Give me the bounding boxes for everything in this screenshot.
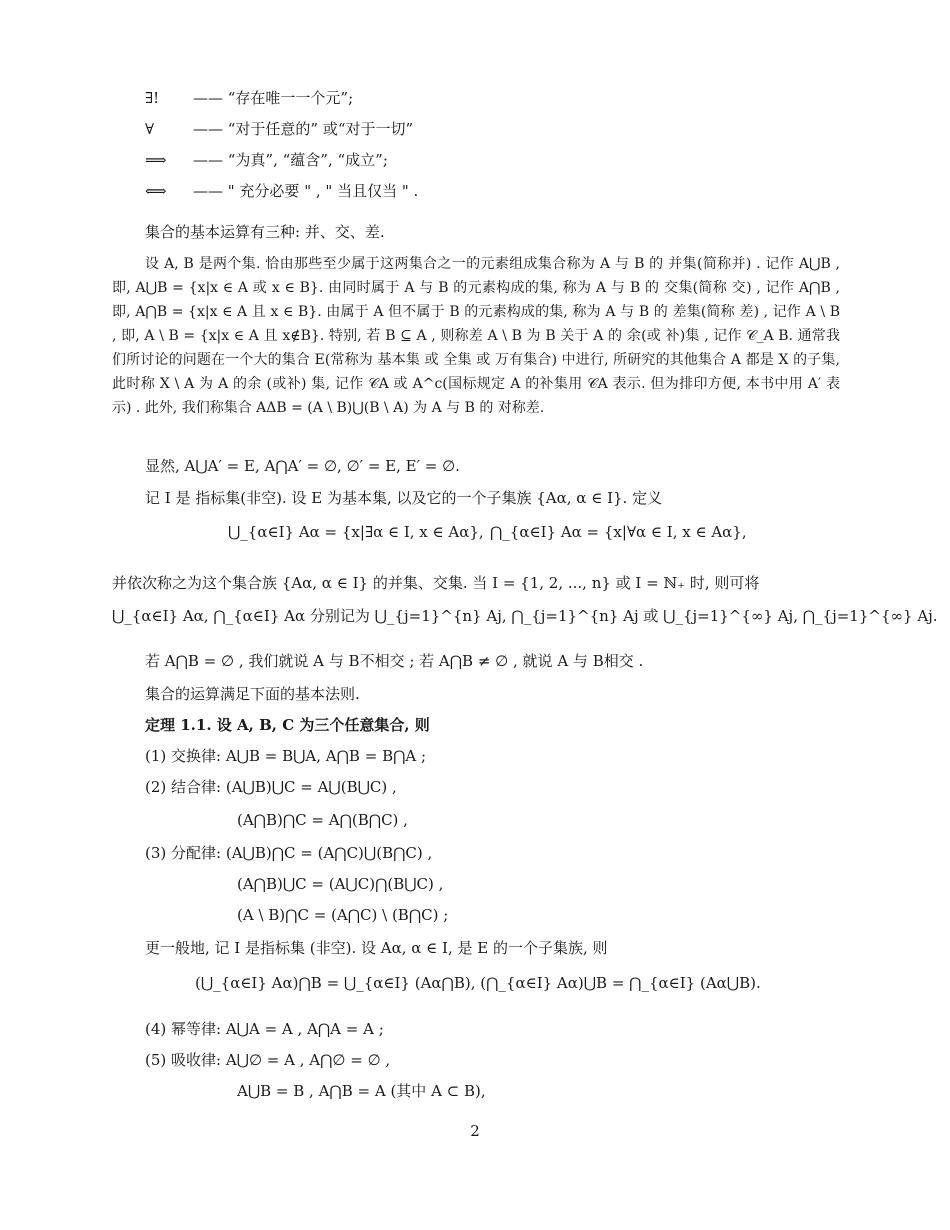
law-absorption: (5) 吸收律: A⋃∅ = A , A⋂∅ = ∅ , bbox=[145, 1051, 391, 1069]
intersection-formula: ⋂_{α∈I} Aα = {x|∀α ∈ I, x ∈ Aα}, bbox=[490, 523, 747, 541]
implies-symbol: ⟹ bbox=[145, 151, 167, 169]
family-text-2: ⋃_{α∈I} Aα, ⋂_{α∈I} Aα 分别记为 ⋃_{j=1}^{n} Aj, ⋂_{j=1}^{n} Aj 或 ⋃_{j=1}^{∞} Aj, ⋂_{j=1}^{∞} Aj. bbox=[112, 607, 938, 625]
quantifier-meaning: —— “为真”, “蕴含”, “成立”; bbox=[193, 151, 388, 169]
index-definition: 记 I 是 指标集(非空). 设 E 为基本集, 以及它的一个子集族 {Aα, α ∈ I}. 定义 bbox=[145, 489, 663, 507]
disjoint-line: 若 A⋂B = ∅ , 我们就说 A 与 B不相交 ; 若 A⋂B ≠ ∅ , 就说 A 与 B相交 . bbox=[145, 652, 644, 670]
page-number: 2 bbox=[470, 1122, 480, 1140]
iff-symbol: ⟺ bbox=[145, 182, 167, 200]
forall-symbol: ∀ bbox=[145, 120, 155, 138]
general-formula: (⋃_{α∈I} Aα)⋂B = ⋃_{α∈I} (Aα⋂B), (⋂_{α∈I} Aα)⋃B = ⋂_{α∈I} (Aα⋃B). bbox=[195, 974, 761, 992]
family-text-1: 并依次称之为这个集合族 {Aα, α ∈ I} 的并集、交集. 当 I = {1, 2, ..., n} 或 I = ℕ₊ 时, 则可将 bbox=[112, 574, 760, 592]
general-line: 更一般地, 记 I 是指标集 (非空). 设 Aα, α ∈ I, 是 E 的一个子集族, 则 bbox=[145, 939, 608, 957]
law-associative: (2) 结合律: (A⋃B)⋃C = A⋃(B⋃C) , bbox=[145, 778, 397, 796]
quantifier-row-1 bbox=[145, 88, 353, 108]
definition-paragraph: 设 A, B 是两个集. 恰由那些至少属于这两集合之一的元素组成集合称为 A 与 B 的 并集(简称并) . 记作 A⋃B , 即, A⋃B = {x|x ∈ A 或 x ∈ B}. 由同时属于 A 与 B 的元素构成的集, 称为 A 与 B 的 交集(简称 交) , 记作 A⋂B , 即, A⋂B = {x|x ∈ A 且 x ∈ B}. 由属于 A 但不属于 B 的元素构成的集, 称为 A 与 B 的 差集(简称 差) , 记作 A \ B , 即, A \ B = {x|x ∈ A 且 x∉B}. 特别, 若 B ⊆ A , 则称差 A \ B 为 B 关于 A 的 余(或 补)集 , 记作 𝒞_A B. 通常我们所讨论的问题在一个大的集合 E(常称为 基本集 或 全集 或 万有集合) 中进行, 所研究的其他集合 A 都是 X 的子集, 此时称 X \ A 为 A 的余 (或补) 集, 记作 𝒞A 或 A^c(国标规定 A 的补集用 𝒞A 表示. 但为排印方便, 本书中用 A′ 表示) . 此外, 我们称集合 AΔB = (A \ B)⋃(B \ A) 为 A 与 B 的 对称差. bbox=[112, 256, 840, 416]
union-formula: ⋃_{α∈I} Aα = {x|∃α ∈ I, x ∈ Aα}, bbox=[228, 523, 484, 541]
law-distributive-3: (A \ B)⋂C = (A⋂C) \ (B⋂C) ; bbox=[237, 906, 449, 924]
law-distributive: (3) 分配律: (A⋃B)⋂C = (A⋂C)⋃(B⋂C) , bbox=[145, 844, 433, 862]
exists-unique-symbol: ∃! bbox=[145, 89, 160, 107]
quantifier-row-2 bbox=[145, 119, 413, 139]
theorem-heading: 定理 1.1. 设 A, B, C 为三个任意集合, 则 bbox=[145, 716, 430, 734]
obviously-line: 显然, A⋃A′ = E, A⋂A′ = ∅, ∅′ = E, E′ = ∅. bbox=[145, 457, 460, 475]
laws-intro: 集合的运算满足下面的基本法则. bbox=[145, 685, 360, 703]
law-absorption-2: A⋃B = B , A⋂B = A (其中 A ⊂ B), bbox=[237, 1082, 486, 1100]
law-associative-2: (A⋂B)⋂C = A⋂(B⋂C) , bbox=[237, 811, 408, 829]
quantifier-meaning: —— “存在唯一一个元”; bbox=[193, 89, 354, 107]
law-distributive-2: (A⋂B)⋃C = (A⋃C)⋂(B⋃C) , bbox=[237, 875, 444, 893]
quantifier-row-4 bbox=[145, 181, 418, 201]
law-commutative: (1) 交换律: A⋃B = B⋃A, A⋂B = B⋂A ; bbox=[145, 747, 427, 765]
quantifier-meaning: —— “对于任意的” 或“对于一切” bbox=[193, 120, 414, 138]
quantifier-meaning: —— " 充分必要 " , " 当且仅当 " . bbox=[193, 182, 419, 200]
law-idempotent: (4) 幂等律: A⋃A = A , A⋂A = A ; bbox=[145, 1020, 384, 1038]
quantifier-row-3 bbox=[145, 150, 388, 170]
intro-text: 集合的基本运算有三种: 并、交、差. bbox=[145, 223, 385, 241]
